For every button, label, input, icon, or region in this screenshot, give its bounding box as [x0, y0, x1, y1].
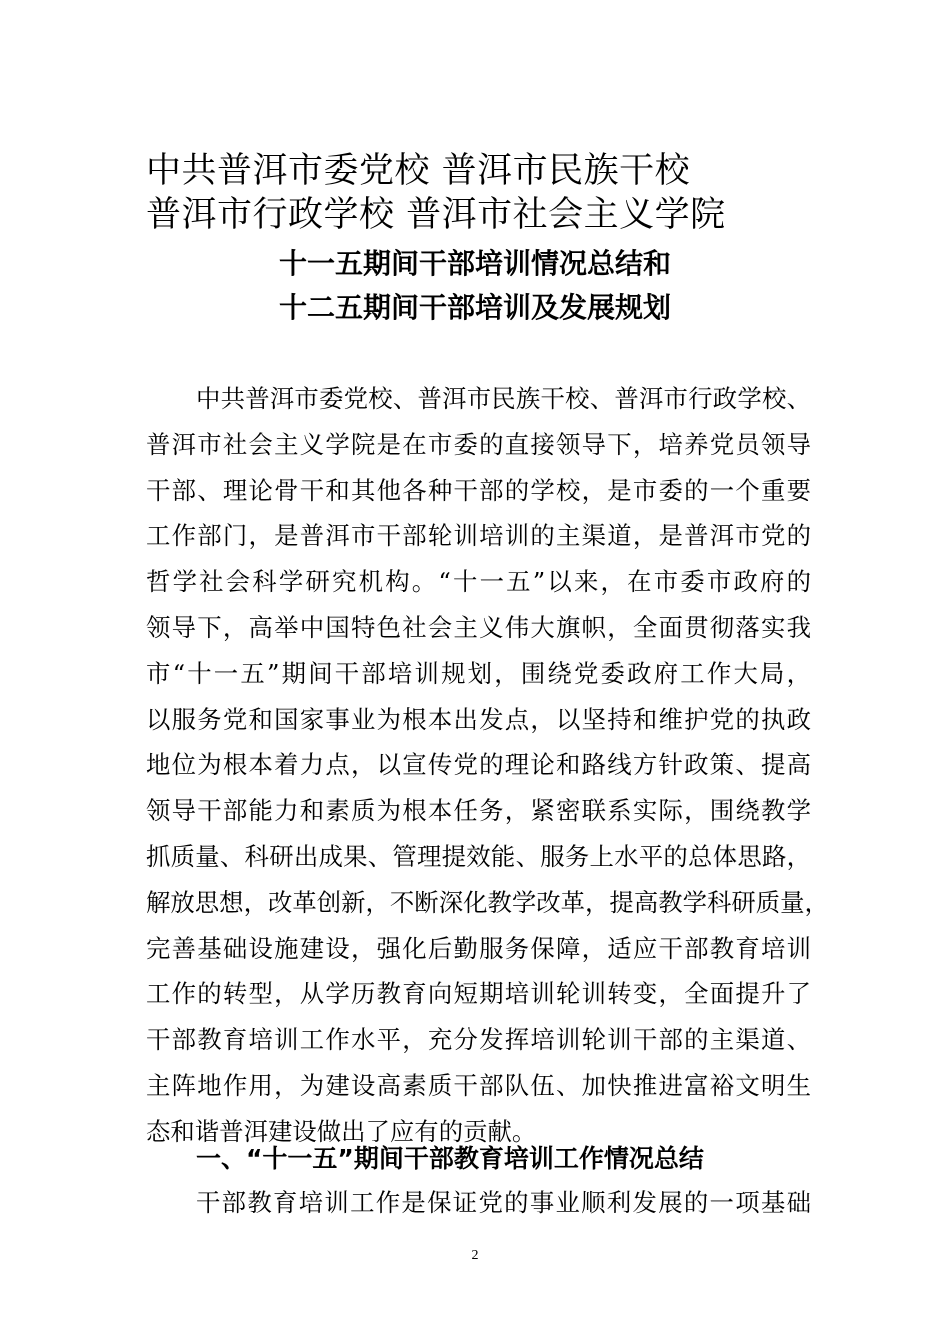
paragraph-line: 完善基础设施建设，强化后勤服务保障，适应干部教育培训 [146, 933, 811, 963]
section-paragraph-line: 干部教育培训工作是保证党的事业顺利发展的一项基础 [196, 1188, 811, 1217]
paragraph-line: 抓质量、科研出成果、管理提效能、服务上水平的总体思路， [146, 841, 811, 871]
paragraph-line: 地位为根本着力点，以宣传党的理论和路线方针政策、提高 [146, 750, 811, 780]
paragraph-line: 中共普洱市委党校、普洱市民族干校、普洱市行政学校、 [196, 384, 811, 413]
document-title-line-2: 普洱市行政学校 普洱市社会主义学院 [146, 195, 726, 235]
page-number: 2 [471, 1248, 479, 1263]
document-title-line-1: 中共普洱市委党校 普洱市民族干校 [146, 151, 691, 191]
paragraph-line: 干部、理论骨干和其他各种干部的学校，是市委的一个重要 [146, 475, 811, 505]
paragraph-line: 工作部门，是普洱市干部轮训培训的主渠道，是普洱市党的 [146, 521, 811, 551]
paragraph-line: 解放思想，改革创新，不断深化教学改革，提高教学科研质量， [146, 887, 829, 917]
paragraph-line: 领导下，高举中国特色社会主义伟大旗帜，全面贯彻落实我 [146, 612, 811, 642]
document-subtitle-line-2: 十二五期间干部培训及发展规划 [278, 291, 671, 324]
paragraph-line: 态和谐普洱建设做出了应有的贡献。 [146, 1116, 537, 1146]
paragraph-line: 干部教育培训工作水平，充分发挥培训轮训干部的主渠道、 [146, 1025, 811, 1055]
section-heading: 一、“十一五”期间干部教育培训工作情况总结 [196, 1144, 704, 1173]
paragraph-line: 领导干部能力和素质为根本任务，紧密联系实际，围绕教学 [146, 796, 811, 826]
document-subtitle-line-1: 十一五期间干部培训情况总结和 [278, 247, 671, 280]
paragraph-line: 普洱市社会主义学院是在市委的直接领导下，培养党员领导 [146, 429, 811, 459]
paragraph-line: 以服务党和国家事业为根本出发点，以坚持和维护党的执政 [146, 704, 811, 734]
paragraph-line: 主阵地作用，为建设高素质干部队伍、加快推进富裕文明生 [146, 1070, 811, 1100]
paragraph-line: 哲学社会科学研究机构。“十一五”以来，在市委市政府的 [146, 567, 811, 597]
intro-paragraph [146, 376, 829, 1155]
paragraph-line: 工作的转型，从学历教育向短期培训轮训转变，全面提升了 [146, 979, 811, 1009]
paragraph-line: 市“十一五”期间干部培训规划，围绕党委政府工作大局， [146, 658, 811, 688]
